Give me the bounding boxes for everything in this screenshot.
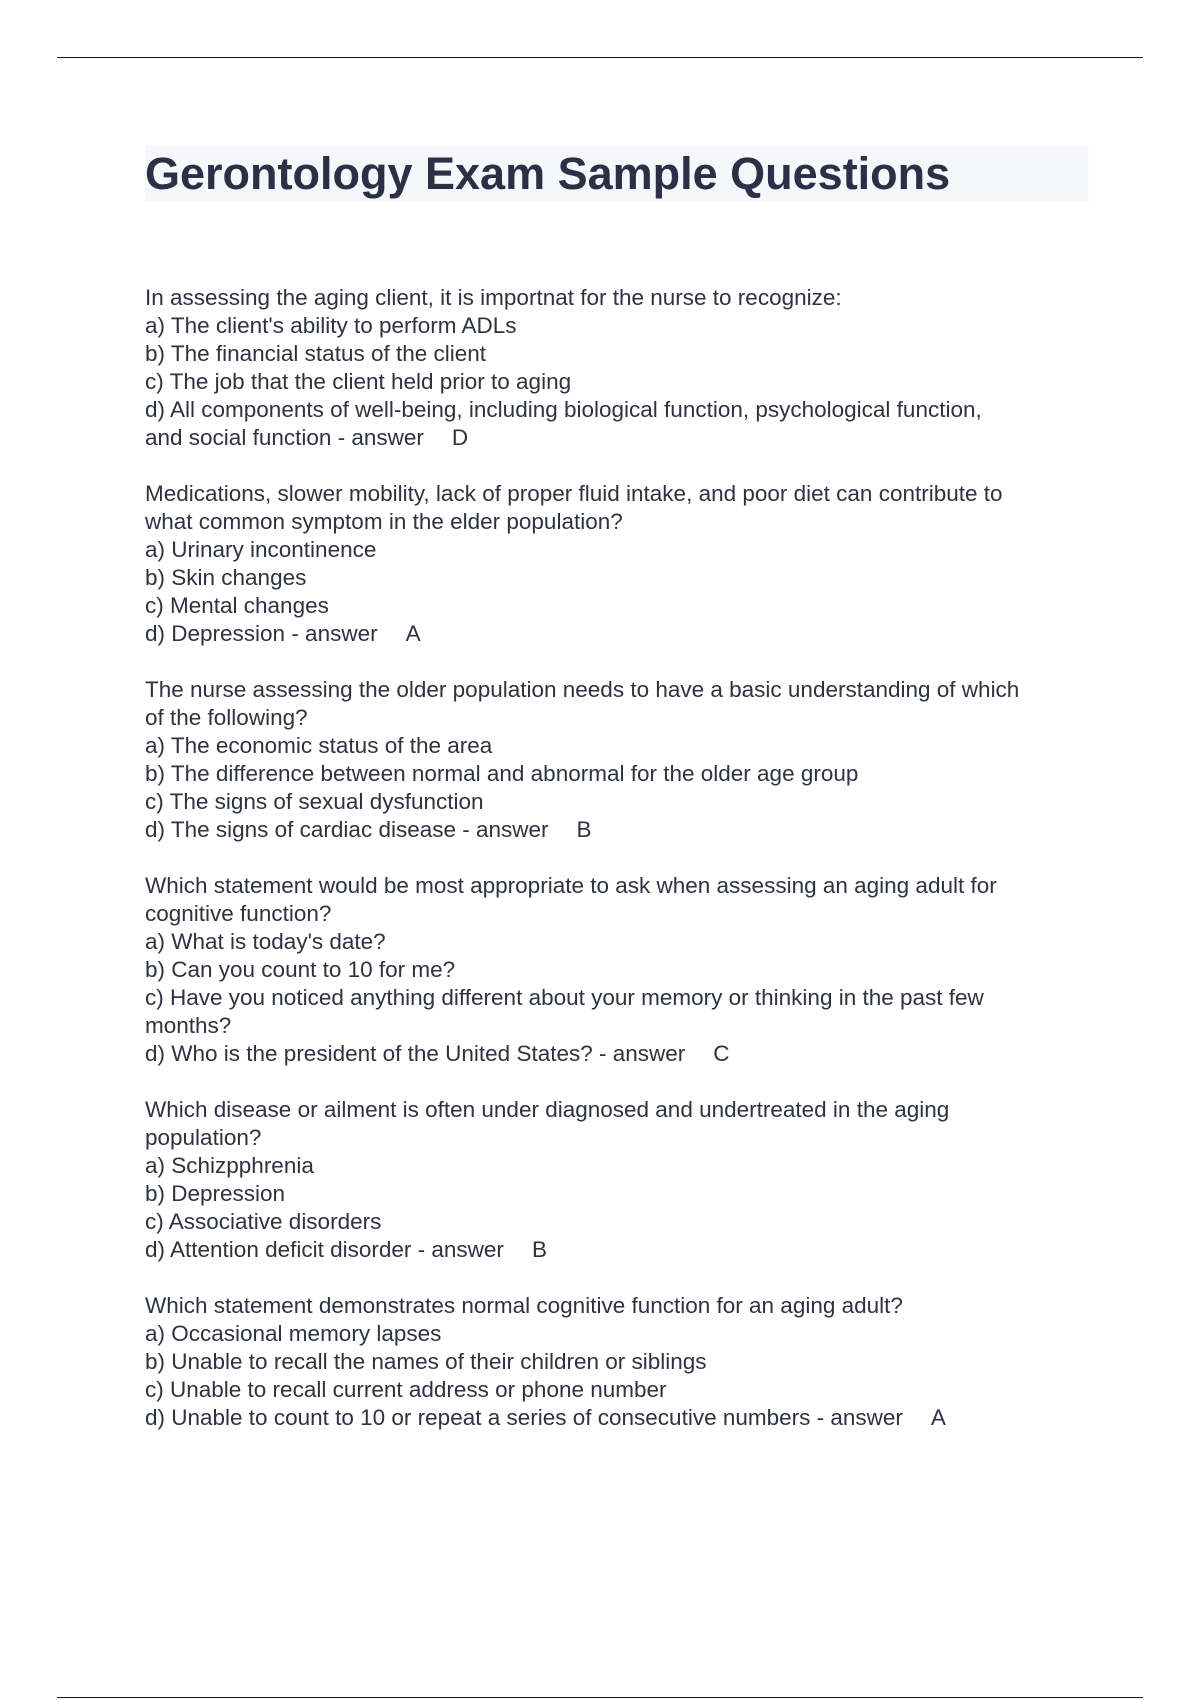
answer-label: d) The signs of cardiac disease - answer (145, 817, 549, 842)
answer-line (145, 424, 1105, 452)
option-a: a) Occasional memory lapses (145, 1321, 442, 1346)
answer-letter: C (713, 1041, 730, 1066)
answer-label: d) Attention deficit disorder - answer (145, 1237, 504, 1262)
question-line: Medications, slower mobility, lack of proper fluid intake, and poor diet can contribute to (145, 481, 1003, 506)
option-c: c) Associative disorders (145, 1209, 382, 1234)
answer-line (145, 1236, 1105, 1264)
question-6 (145, 1292, 1105, 1432)
question-3 (145, 676, 1105, 844)
answer-line (145, 1404, 1105, 1432)
option-c: c) The job that the client held prior to aging (145, 369, 572, 394)
question-line: population? (145, 1125, 262, 1150)
option-a: a) Urinary incontinence (145, 537, 377, 562)
option-d: d) All components of well-being, including biological function, psychological function, (145, 397, 982, 422)
answer-letter: B (531, 1237, 547, 1262)
option-c: c) The signs of sexual dysfunction (145, 789, 484, 814)
option-c: c) Have you noticed anything different about your memory or thinking in the past few (145, 985, 984, 1010)
question-2 (145, 480, 1105, 648)
option-a: a) The economic status of the area (145, 733, 493, 758)
option-b: b) Can you count to 10 for me? (145, 957, 456, 982)
answer-line (145, 620, 1105, 648)
question-line: what common symptom in the elder population? (145, 509, 623, 534)
option-c: c) Mental changes (145, 593, 329, 618)
answer-label: d) Unable to count to 10 or repeat a series of consecutive numbers - answer (145, 1405, 903, 1430)
question-line: cognitive function? (145, 901, 332, 926)
option-b: b) Depression (145, 1181, 286, 1206)
option-b: b) Unable to recall the names of their children or siblings (145, 1349, 707, 1374)
option-b: b) Skin changes (145, 565, 307, 590)
page-title: Gerontology Exam Sample Questions (145, 148, 951, 199)
option-b: b) The difference between normal and abnormal for the older age group (145, 761, 859, 786)
answer-line (145, 1040, 1105, 1068)
option-a: a) Schizpphrenia (145, 1153, 314, 1178)
question-line: In assessing the aging client, it is importnat for the nurse to recognize: (145, 285, 842, 310)
answer-label: d) Who is the president of the United States? - answer (145, 1041, 686, 1066)
answer-label: and social function - answer (145, 425, 424, 450)
question-line: of the following? (145, 705, 308, 730)
question-4 (145, 872, 1105, 1068)
question-1 (145, 284, 1105, 452)
question-list (145, 284, 1105, 1460)
option-c: c) Unable to recall current address or phone number (145, 1377, 667, 1402)
option-a: a) What is today's date? (145, 929, 386, 954)
question-line: The nurse assessing the older population needs to have a basic understanding of which (145, 677, 1020, 702)
option-c: months? (145, 1013, 232, 1038)
question-line: Which statement would be most appropriate to ask when assessing an aging adult for (145, 873, 997, 898)
question-line: Which disease or ailment is often under diagnosed and undertreated in the aging (145, 1097, 950, 1122)
answer-line (145, 816, 1105, 844)
question-5 (145, 1096, 1105, 1264)
answer-label: d) Depression - answer (145, 621, 378, 646)
title-banner (145, 146, 1089, 202)
option-a: a) The client's ability to perform ADLs (145, 313, 517, 338)
top-divider (57, 57, 1143, 58)
answer-letter: A (930, 1405, 946, 1430)
answer-letter: B (576, 817, 592, 842)
option-b: b) The financial status of the client (145, 341, 487, 366)
bottom-divider (57, 1697, 1143, 1698)
answer-letter: A (405, 621, 421, 646)
question-line: Which statement demonstrates normal cognitive function for an aging adult? (145, 1293, 903, 1318)
answer-letter: D (451, 425, 469, 450)
